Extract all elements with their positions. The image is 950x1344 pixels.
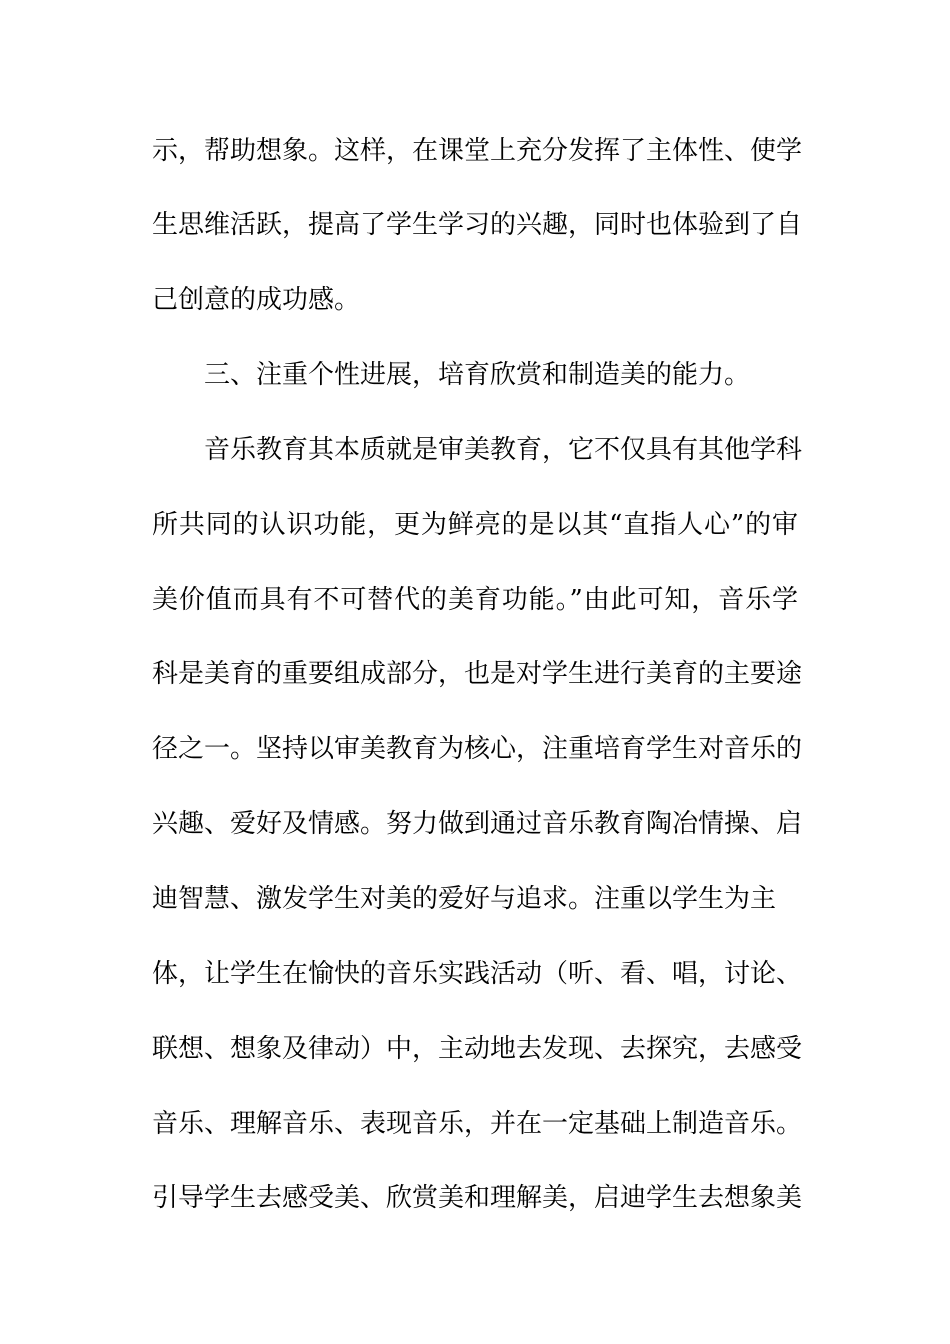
text-line: 美价值而具有不可替代的美育功能。”由此可知，音乐学 — [152, 585, 798, 615]
text-line: 音乐教育其本质就是审美教育，它不仅具有其他学科 — [204, 435, 803, 465]
text-line: 联想、想象及律动）中，主动地去发现、去探究，去感受 — [152, 1034, 803, 1064]
text-line: 己创意的成功感。 — [152, 285, 361, 315]
text-line: 体，让学生在愉快的音乐实践活动（听、看、唱，讨论、 — [152, 959, 803, 989]
text-line: 引导学生去感受美、欣赏美和理解美，启迪学生去想象美 — [152, 1183, 803, 1213]
text-line: 径之一。坚持以审美教育为核心，注重培育学生对音乐的 — [152, 734, 803, 764]
text-line: 示，帮助想象。这样，在课堂上充分发挥了主体性、使学 — [152, 136, 803, 166]
section-heading: 三、注重个性进展，培育欣赏和制造美的能力。 — [204, 360, 751, 390]
text-line: 所共同的认识功能，更为鲜亮的是以其“直指人心”的审 — [152, 510, 798, 540]
text-line: 迪智慧、激发学生对美的爱好与追求。注重以学生为主 — [152, 884, 777, 914]
text-line: 兴趣、爱好及情感。努力做到通过音乐教育陶冶情操、启 — [152, 809, 803, 839]
text-line: 生思维活跃，提高了学生学习的兴趣，同时也体验到了自 — [152, 210, 803, 240]
text-line: 科是美育的重要组成部分，也是对学生进行美育的主要途 — [152, 659, 803, 689]
text-line: 音乐、理解音乐、表现音乐，并在一定基础上制造音乐。 — [152, 1109, 803, 1139]
